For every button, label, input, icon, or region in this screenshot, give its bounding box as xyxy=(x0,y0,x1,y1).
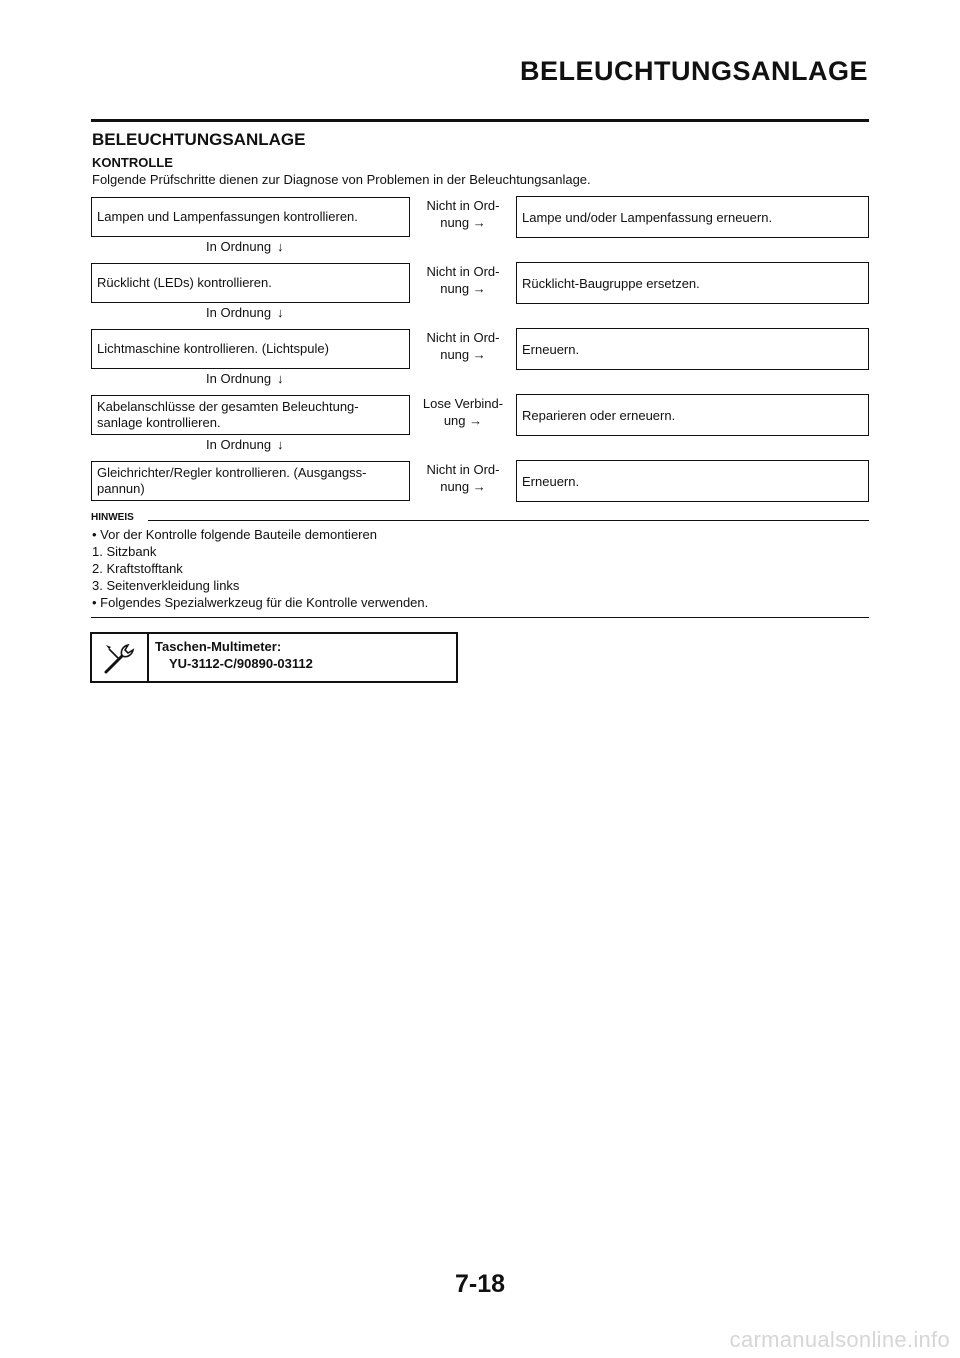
note-rule-top xyxy=(148,520,869,521)
header-title: BELEUCHTUNGSANLAGE xyxy=(519,56,868,86)
arrow-right-icon: → xyxy=(472,215,486,230)
arrow-down-icon: ↓ xyxy=(277,371,284,386)
check-box-2 xyxy=(91,263,410,303)
fail-line1: Nicht in Ord- xyxy=(426,330,500,345)
arrow-down-icon: ↓ xyxy=(277,239,284,254)
action-box-2 xyxy=(516,262,869,304)
check-box-4 xyxy=(91,395,410,435)
ok-text: In Ordnung xyxy=(206,437,272,452)
arrow-right-icon: → xyxy=(472,479,486,494)
watermark: carmanualsonline.info xyxy=(729,1327,950,1352)
action-text: Erneuern. xyxy=(522,473,580,489)
list-item: 1. Sitzbank xyxy=(92,544,157,559)
ok-label-1 xyxy=(206,239,284,254)
fail-line2: nung xyxy=(440,215,470,230)
check-text: Lampen und Lampenfassungen kontrollieren. xyxy=(97,209,358,224)
fail-label-3 xyxy=(412,329,514,363)
list-item: • Folgendes Spezialwerkzeug für die Kontrolle verwenden. xyxy=(92,595,429,610)
list-item: • Vor der Kontrolle folgende Bauteile demontieren xyxy=(92,527,377,542)
fail-line2: nung xyxy=(440,347,470,362)
ok-text: In Ordnung xyxy=(206,371,272,386)
tool-box xyxy=(90,632,458,683)
check-text: Kabelanschlüsse der gesamten Beleuchtung-sanlage kontrollieren. xyxy=(97,399,359,430)
fail-label-1 xyxy=(412,197,514,231)
tool-text xyxy=(149,634,319,681)
note-list xyxy=(92,526,428,611)
fail-label-5 xyxy=(412,461,514,495)
action-text: Reparieren oder erneuern. xyxy=(522,407,676,423)
check-box-1 xyxy=(91,197,410,237)
arrow-right-icon: → xyxy=(472,281,486,296)
page-number: 7-18 xyxy=(454,1270,506,1298)
ok-label-4 xyxy=(206,437,284,452)
note-label: HINWEIS xyxy=(91,512,134,523)
arrow-right-icon: → xyxy=(469,413,483,428)
list-item: 3. Seitenverkleidung links xyxy=(92,578,240,593)
arrow-down-icon: ↓ xyxy=(277,305,284,320)
arrow-right-icon: → xyxy=(472,347,486,362)
ok-text: In Ordnung xyxy=(206,305,272,320)
check-text: Rücklicht (LEDs) kontrollieren. xyxy=(97,275,272,290)
action-box-1 xyxy=(516,196,869,238)
fail-line2: nung xyxy=(440,479,470,494)
section-title: BELEUCHTUNGSANLAGE xyxy=(92,130,306,149)
header-rule xyxy=(91,119,869,122)
fail-line1: Nicht in Ord- xyxy=(426,198,500,213)
check-text: Lichtmaschine kontrollieren. (Lichtspule) xyxy=(97,341,329,356)
action-box-4 xyxy=(516,394,869,436)
section-subtitle: KONTROLLE xyxy=(92,155,173,170)
tool-icon-cell xyxy=(92,634,149,681)
arrow-down-icon: ↓ xyxy=(277,437,284,452)
tool-name: Taschen-Multimeter: xyxy=(155,639,282,654)
ok-label-2 xyxy=(206,305,284,320)
wrench-icon xyxy=(103,641,137,675)
check-box-3 xyxy=(91,329,410,369)
check-box-5 xyxy=(91,461,410,501)
fail-line2: ung xyxy=(443,413,466,428)
fail-line1: Nicht in Ord- xyxy=(426,264,500,279)
tool-number: YU-3112-C/90890-03112 xyxy=(169,656,313,671)
action-text: Rücklicht-Baugruppe ersetzen. xyxy=(522,275,700,291)
action-box-3 xyxy=(516,328,869,370)
fail-line1: Nicht in Ord- xyxy=(426,462,500,477)
ok-text: In Ordnung xyxy=(206,239,272,254)
action-box-5 xyxy=(516,460,869,502)
note-rule-bottom xyxy=(91,617,869,618)
list-item: 2. Kraftstofftank xyxy=(92,561,183,576)
ok-label-3 xyxy=(206,371,284,386)
action-text: Lampe und/oder Lampenfassung erneuern. xyxy=(522,209,773,225)
intro-text: Folgende Prüfschritte dienen zur Diagnose von Problemen in der Beleuchtungsanlage. xyxy=(92,172,591,187)
action-text: Erneuern. xyxy=(522,341,580,357)
check-text: Gleichrichter/Regler kontrollieren. (Ausgangss-pannun) xyxy=(97,465,367,496)
fail-line2: nung xyxy=(440,281,470,296)
fail-label-4 xyxy=(412,395,514,429)
fail-label-2 xyxy=(412,263,514,297)
fail-line1: Lose Verbind- xyxy=(422,396,504,411)
